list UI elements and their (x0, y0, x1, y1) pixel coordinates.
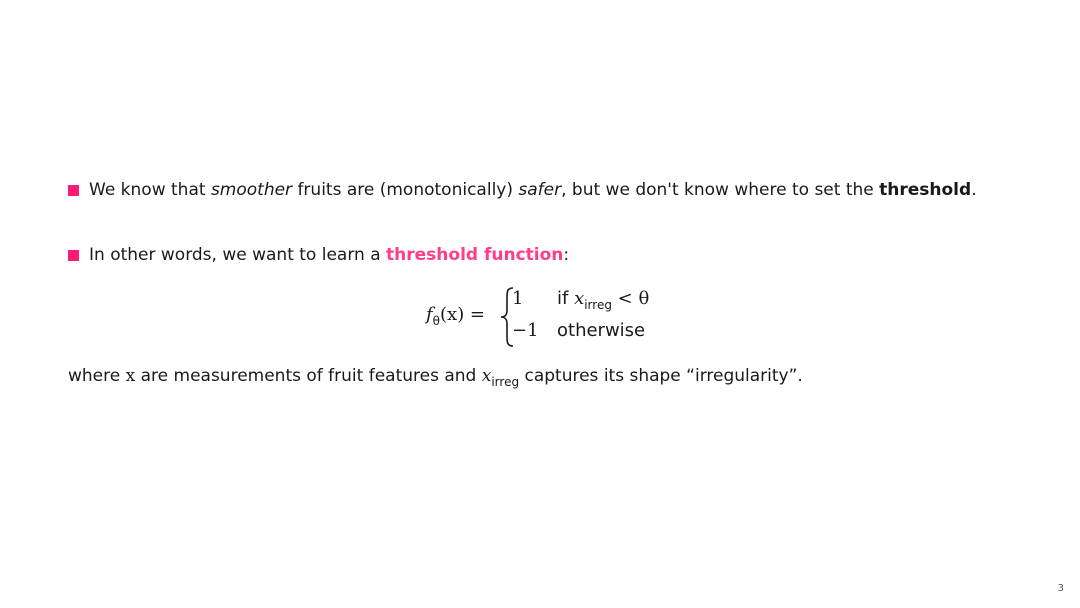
text-span: In other words, we want to learn a (89, 245, 387, 265)
text-span: : (563, 245, 570, 265)
highlight-threshold-function: threshold function (386, 245, 564, 265)
threshold-equation (426, 284, 686, 350)
text-span: fruits are (monotonically) (292, 180, 519, 200)
text-span: where (68, 366, 126, 386)
eq-f: f (426, 304, 433, 325)
eq-lhs-rest: (x) = (440, 304, 486, 325)
text-span: We know that (89, 180, 211, 200)
irreg-sub: irreg (491, 375, 520, 389)
var-x-irreg: x (481, 366, 492, 386)
bullet-square-icon (68, 185, 79, 196)
eq-x: x (574, 288, 585, 309)
emphasis-smoother: smoother (210, 180, 293, 200)
bold-threshold: threshold (879, 180, 972, 200)
text-span: if (557, 288, 575, 309)
bullet-text-2 (89, 245, 569, 265)
text-span: captures its shape “irregularity”. (519, 366, 803, 386)
var-x: x (125, 366, 136, 386)
bullet-item-2 (68, 245, 569, 265)
bullet-item-1 (68, 180, 977, 200)
bullet-square-icon (68, 250, 79, 261)
text-span: are measurements of fruit features and (135, 366, 482, 386)
text-span: . (971, 180, 977, 200)
page-number: 3 (1057, 583, 1064, 594)
case-1-condition (557, 288, 649, 312)
case-2-condition: otherwise (557, 320, 646, 341)
case-2-value: −1 (512, 320, 539, 341)
text-span: , but we don't know where to set the (561, 180, 880, 200)
eq-less-theta: < θ (611, 288, 650, 309)
eq-theta-sub: θ (432, 314, 441, 328)
case-1-value: 1 (512, 288, 524, 309)
equation-lhs (426, 304, 485, 328)
explanation-text (68, 366, 803, 389)
emphasis-safer: safer (518, 180, 562, 200)
eq-irreg-sub: irreg (584, 298, 612, 312)
bullet-text-1 (89, 180, 977, 200)
